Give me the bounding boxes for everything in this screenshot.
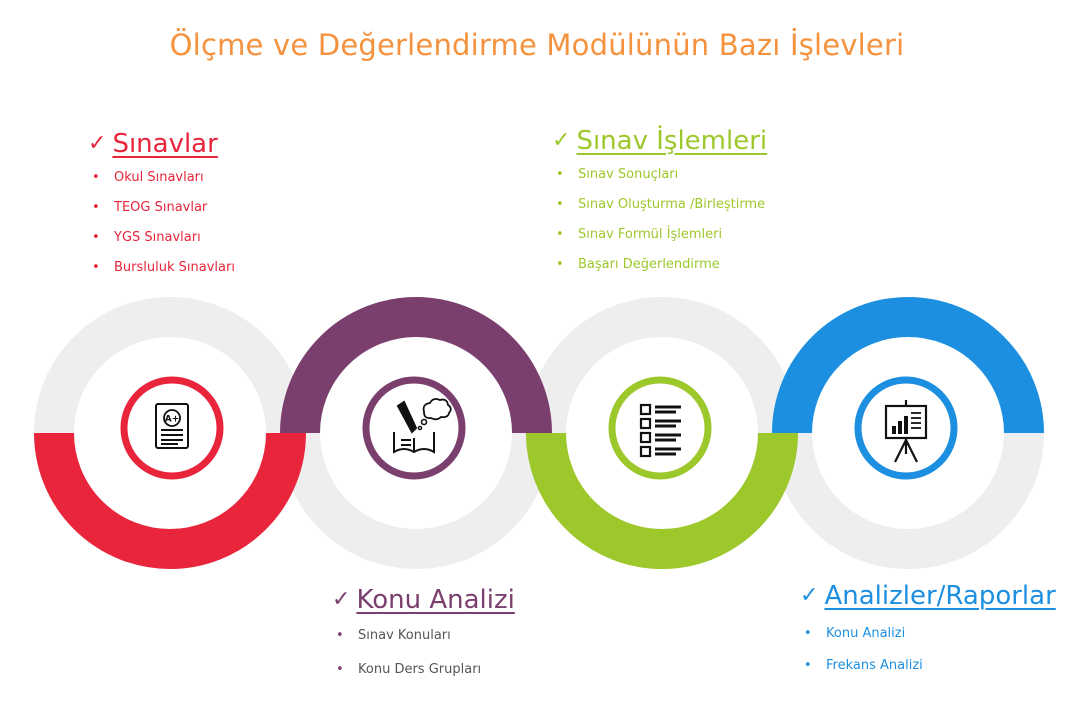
icon-circle-sinav-islemleri xyxy=(612,380,708,476)
bullet-icon: • xyxy=(556,197,564,212)
bullet-icon: • xyxy=(804,658,812,673)
bullet-icon: • xyxy=(556,227,564,242)
list-item-label: Sınav Konuları xyxy=(358,628,451,643)
bullet-icon: • xyxy=(556,167,564,182)
check-icon: ✓ xyxy=(552,128,571,153)
list-item-label: Konu Analizi xyxy=(826,626,906,641)
list-item-label: YGS Sınavları xyxy=(114,230,201,245)
bullet-icon: • xyxy=(92,230,100,245)
list-item-label: Başarı Değerlendirme xyxy=(578,257,720,272)
bullet-icon: • xyxy=(336,662,344,677)
section-title: Konu Analizi xyxy=(356,585,515,615)
bullet-icon: • xyxy=(804,626,812,641)
bullet-icon: • xyxy=(336,628,344,643)
section-title: Sınavlar xyxy=(112,129,218,159)
check-icon: ✓ xyxy=(332,587,351,612)
list-item-label: Sınav Formül İşlemleri xyxy=(578,227,723,242)
list-item-label: TEOG Sınavlar xyxy=(114,200,208,215)
section-title: Sınav İşlemleri xyxy=(576,126,768,156)
bullet-icon: • xyxy=(92,260,100,275)
bullet-icon: • xyxy=(92,200,100,215)
section-title: Analizler/Raporlar xyxy=(824,581,1056,611)
check-icon: ✓ xyxy=(800,583,819,608)
page-title: Ölçme ve Değerlendirme Modülünün Bazı İşlevleri xyxy=(169,28,905,62)
list-item-label: Bursluluk Sınavları xyxy=(114,260,235,275)
list-item-label: Sınav Oluşturma /Birleştirme xyxy=(578,197,766,212)
bullet-icon: • xyxy=(92,170,100,185)
bullet-icon: • xyxy=(556,257,564,272)
list-item-label: Frekans Analizi xyxy=(826,658,923,673)
exam-paper-a-plus-icon xyxy=(156,404,188,448)
list-item-label: Sınav Sonuçları xyxy=(578,167,679,182)
check-icon: ✓ xyxy=(88,131,107,156)
list-item-label: Konu Ders Grupları xyxy=(358,662,482,677)
list-item-label: Okul Sınavları xyxy=(114,170,204,185)
svg-text:A+: A+ xyxy=(164,414,180,425)
